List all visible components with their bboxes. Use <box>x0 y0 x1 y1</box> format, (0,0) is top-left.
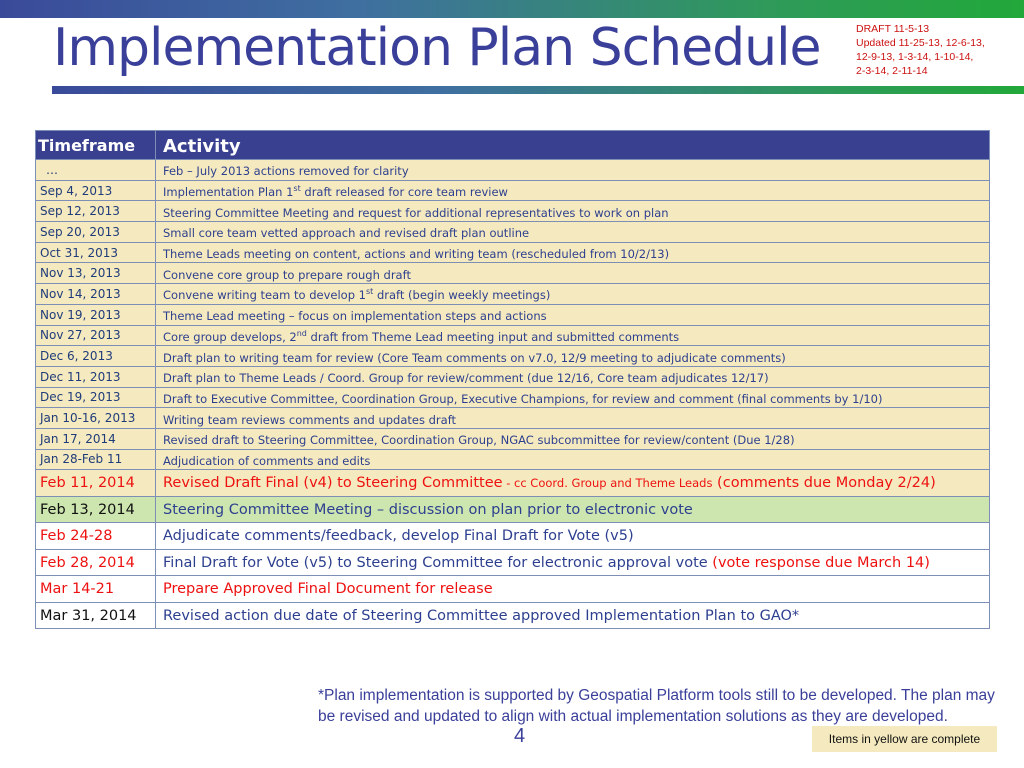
row-activity: Adjudicate comments/feedback, develop Final Draft for Vote (v5) <box>156 523 990 550</box>
row-activity-text: draft from Theme Lead meeting input and submitted comments <box>306 329 680 344</box>
row-activity-due: (comments due Monday 2/24) <box>712 475 936 492</box>
table-row <box>36 602 990 629</box>
table-row <box>36 576 990 603</box>
table-row <box>36 346 990 367</box>
draft-note-line: Updated 11-25-13, 12-6-13, <box>856 37 985 49</box>
draft-note-line: DRAFT 11-5-13 <box>856 23 930 35</box>
row-activity-text: Convene writing team to develop 1 <box>163 288 366 303</box>
row-date: Mar 31, 2014 <box>36 602 156 629</box>
table-row <box>36 325 990 346</box>
row-activity-text: Core group develops, 2 <box>163 329 297 344</box>
table-row <box>36 304 990 325</box>
table-row <box>36 366 990 387</box>
table-row <box>36 523 990 550</box>
row-activity-due: (vote response due March 14) <box>707 554 930 571</box>
header-timeframe: Timeframe <box>36 131 156 160</box>
table-row <box>36 180 990 201</box>
top-gradient-bar <box>0 0 1024 18</box>
row-activity: Theme Leads meeting on content, actions and writing team (rescheduled from 10/2/13) <box>156 242 990 263</box>
ordinal-suffix: nd <box>296 329 307 339</box>
row-activity <box>156 180 990 201</box>
row-date: Jan 28-Feb 11 <box>36 449 156 470</box>
table-row <box>36 549 990 576</box>
row-activity: Feb – July 2013 actions removed for clarity <box>156 160 990 181</box>
row-date: Oct 31, 2013 <box>36 242 156 263</box>
row-date: Mar 14-21 <box>36 576 156 603</box>
row-activity: Draft plan to writing team for review (Core Team comments on v7.0, 12/9 meeting to adjudicate comments) <box>156 346 990 367</box>
row-activity-text: Implementation Plan 1 <box>163 185 294 200</box>
row-date: Feb 11, 2014 <box>36 470 156 497</box>
row-date: Jan 10-16, 2013 <box>36 408 156 429</box>
row-date: Sep 4, 2013 <box>36 180 156 201</box>
schedule-table <box>35 130 990 629</box>
draft-note-line: 12-9-13, 1-3-14, 1-10-14, <box>856 51 974 63</box>
row-activity: Prepare Approved Final Document for release <box>156 576 990 603</box>
ordinal-suffix: st <box>293 184 301 194</box>
title-underline-bar <box>52 86 1024 94</box>
row-date: Feb 24-28 <box>36 523 156 550</box>
row-activity: Revised action due date of Steering Committee approved Implementation Plan to GAO* <box>156 602 990 629</box>
table-row <box>36 428 990 449</box>
table-row <box>36 387 990 408</box>
table-row <box>36 242 990 263</box>
table-row <box>36 160 990 181</box>
row-activity <box>156 549 990 576</box>
row-date: Sep 20, 2013 <box>36 222 156 243</box>
table-row <box>36 222 990 243</box>
row-date: Jan 17, 2014 <box>36 428 156 449</box>
row-activity: Steering Committee Meeting – discussion on plan prior to electronic vote <box>156 496 990 523</box>
table-row <box>36 496 990 523</box>
table-row <box>36 408 990 429</box>
row-activity: Revised draft to Steering Committee, Coordination Group, NGAC subcommittee for review/content (Due 1/28) <box>156 428 990 449</box>
draft-note-line: 2-3-14, 2-11-14 <box>856 65 928 77</box>
row-date: Nov 13, 2013 <box>36 263 156 284</box>
row-activity <box>156 470 990 497</box>
footnote: *Plan implementation is supported by Geospatial Platform tools still to be developed. The plan may be revised and updated to align with actual implementation solutions as they are developed. <box>318 687 995 725</box>
table-header-row <box>36 131 990 160</box>
row-activity <box>156 284 990 305</box>
row-date: … <box>36 160 156 181</box>
row-activity: Small core team vetted approach and revised draft plan outline <box>156 222 990 243</box>
row-activity-text: draft (begin weekly meetings) <box>373 288 551 303</box>
row-activity-text: draft released for core team review <box>300 185 508 200</box>
row-date: Dec 11, 2013 <box>36 366 156 387</box>
row-date: Feb 28, 2014 <box>36 549 156 576</box>
row-activity: Draft to Executive Committee, Coordination Group, Executive Champions, for review and comment (final comments by 1/10) <box>156 387 990 408</box>
row-date: Sep 12, 2013 <box>36 201 156 222</box>
page-title: Implementation Plan Schedule <box>53 18 821 78</box>
row-activity: Steering Committee Meeting and request for additional representatives to work on plan <box>156 201 990 222</box>
row-date: Nov 27, 2013 <box>36 325 156 346</box>
table-row <box>36 263 990 284</box>
row-activity <box>156 325 990 346</box>
row-activity-text: Revised Draft Final (v4) to Steering Committee <box>163 475 503 492</box>
page-number: 4 <box>514 725 526 747</box>
row-date: Dec 19, 2013 <box>36 387 156 408</box>
table-row <box>36 449 990 470</box>
row-date: Feb 13, 2014 <box>36 496 156 523</box>
table-row <box>36 201 990 222</box>
row-activity-text: Final Draft for Vote (v5) to Steering Committee for electronic approval vote <box>163 554 708 571</box>
table-row <box>36 470 990 497</box>
row-activity: Convene core group to prepare rough draft <box>156 263 990 284</box>
row-activity-cc: - cc Coord. Group and Theme Leads <box>502 476 713 491</box>
row-date: Nov 14, 2013 <box>36 284 156 305</box>
row-activity: Theme Lead meeting – focus on implementation steps and actions <box>156 304 990 325</box>
row-date: Nov 19, 2013 <box>36 304 156 325</box>
draft-note <box>856 22 1021 78</box>
row-activity: Draft plan to Theme Leads / Coord. Group for review/comment (due 12/16, Core team adjudicates 12/17) <box>156 366 990 387</box>
row-activity: Adjudication of comments and edits <box>156 449 990 470</box>
row-date: Dec 6, 2013 <box>36 346 156 367</box>
legend-yellow-complete: Items in yellow are complete <box>812 726 997 752</box>
row-activity: Writing team reviews comments and updates draft <box>156 408 990 429</box>
table-row <box>36 284 990 305</box>
ordinal-suffix: st <box>365 287 374 297</box>
header-activity: Activity <box>156 131 990 160</box>
